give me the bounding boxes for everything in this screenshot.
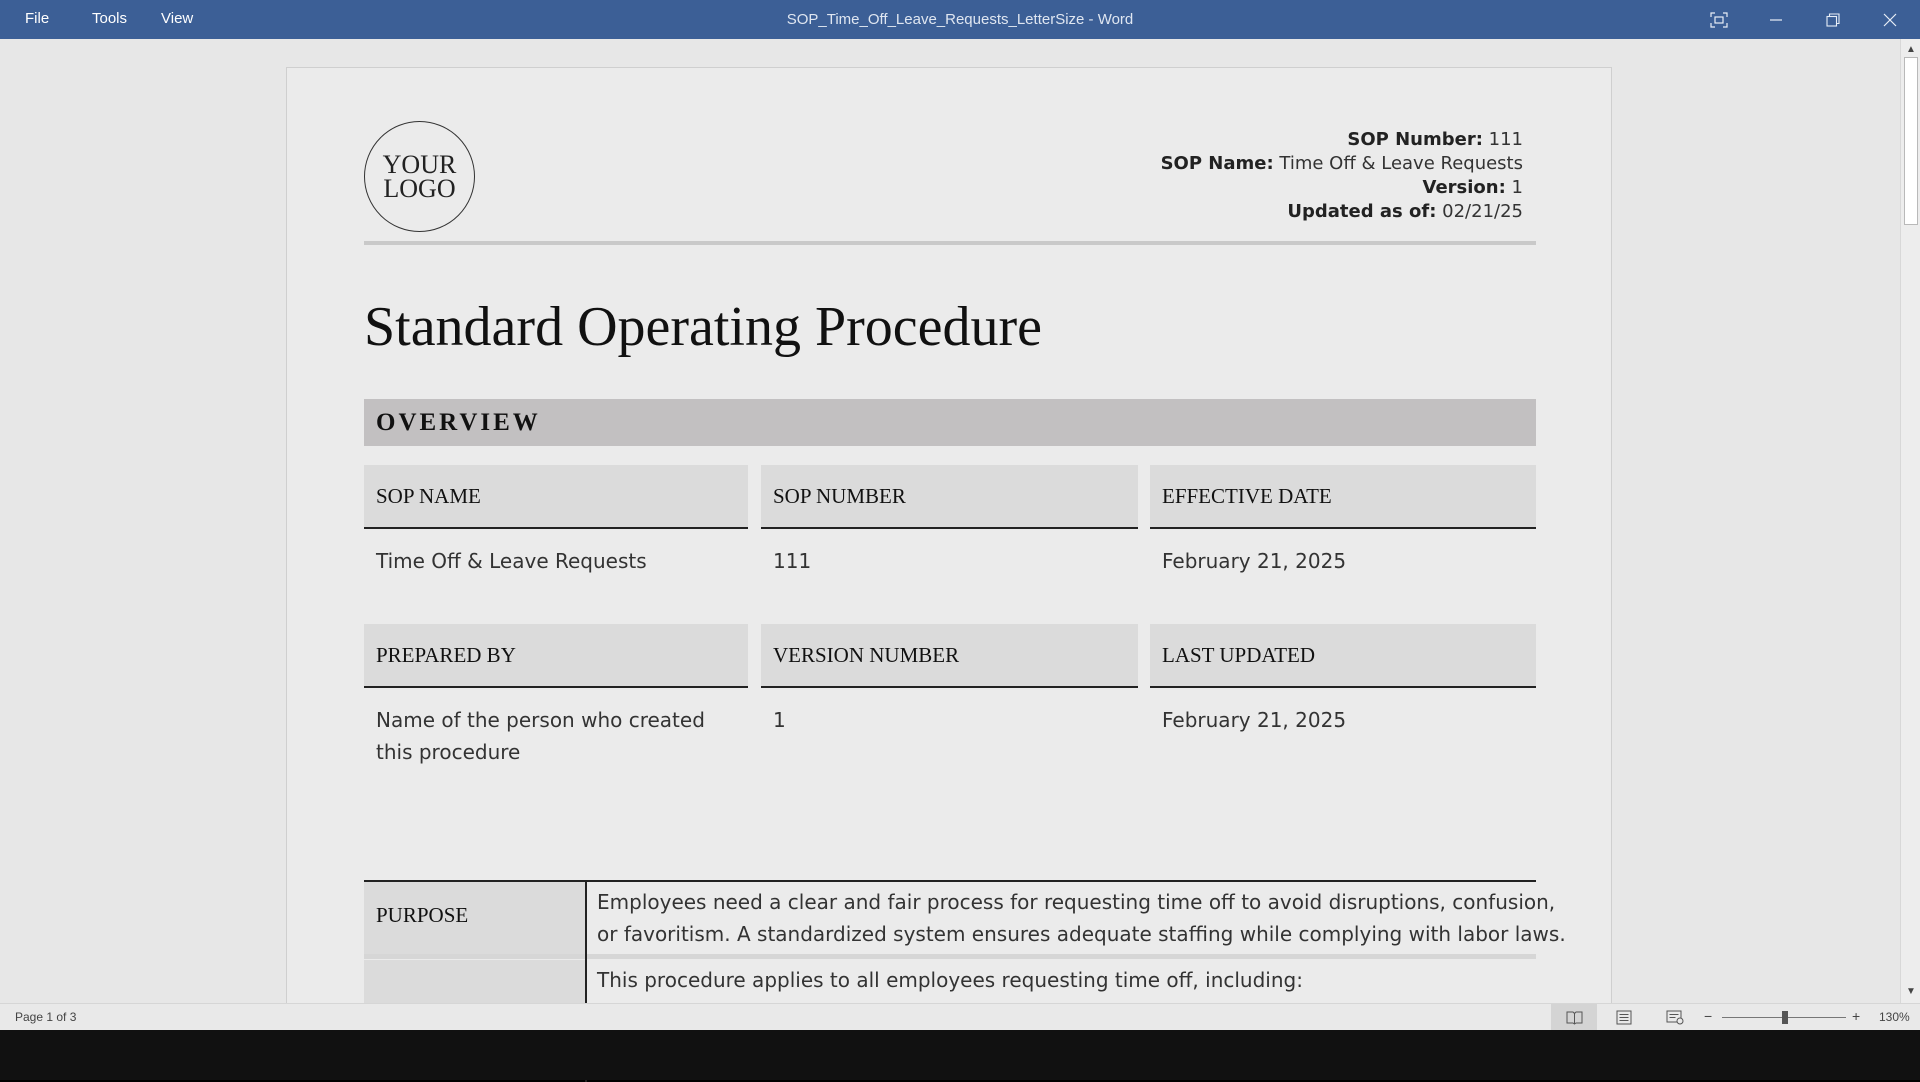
purpose-label: PURPOSE	[376, 903, 469, 927]
close-icon	[1883, 13, 1897, 27]
company-logo	[364, 121, 475, 232]
scope-intro: This procedure applies to all employees requesting time off, including:	[597, 968, 1303, 992]
vertical-scrollbar[interactable]	[1900, 39, 1920, 1003]
page-heading: Standard Operating Procedure	[364, 296, 1042, 358]
header-prepared-by: PREPARED BY	[364, 624, 748, 688]
header-effective-date: EFFECTIVE DATE	[1150, 465, 1536, 529]
logo-line-2: LOGO	[383, 173, 456, 203]
header-sop-number: SOP NUMBER	[761, 465, 1138, 529]
title-bar	[0, 0, 1920, 39]
print-layout-icon	[1616, 1010, 1632, 1025]
web-layout-icon	[1666, 1010, 1684, 1025]
zoom-level[interactable]: 130%	[1879, 1010, 1910, 1024]
read-mode-button[interactable]	[1551, 1004, 1597, 1031]
zoom-slider-thumb[interactable]	[1782, 1011, 1788, 1024]
header-sop-name: SOP NAME	[364, 465, 748, 529]
header-version-number: VERSION NUMBER	[761, 624, 1138, 688]
menu-file[interactable]: File	[25, 10, 50, 27]
window-title: SOP_Time_Off_Leave_Requests_LetterSize - Word	[786, 11, 1134, 28]
document-workspace[interactable]	[0, 39, 1900, 1003]
restore-button[interactable]	[1805, 0, 1861, 39]
focus-mode-icon	[1710, 12, 1728, 28]
close-button[interactable]	[1862, 0, 1918, 39]
sop-meta-block	[1161, 128, 1523, 224]
purpose-row-separator	[364, 954, 1536, 959]
focus-mode-button[interactable]	[1691, 0, 1747, 39]
scroll-up-arrow-icon[interactable]: ▲	[1906, 43, 1916, 55]
menu-tools[interactable]: Tools	[92, 10, 128, 27]
purpose-line-1: Employees need a clear and fair process for requesting time off to avoid disruptions, confusion,	[597, 890, 1556, 914]
restore-icon	[1826, 13, 1840, 27]
scrollbar-thumb[interactable]	[1904, 57, 1918, 225]
value-sop-number: 111	[773, 549, 812, 573]
zoom-in-button[interactable]: +	[1852, 1008, 1861, 1024]
purpose-line-2: or favoritism. A standardized system ensures adequate staffing while complying with labor laws.	[597, 922, 1566, 946]
print-layout-button[interactable]	[1601, 1004, 1647, 1031]
overview-section-title: OVERVIEW	[376, 409, 541, 436]
read-mode-icon	[1566, 1011, 1583, 1024]
zoom-out-button[interactable]: −	[1704, 1008, 1713, 1024]
status-bar	[0, 1003, 1920, 1030]
value-version-number: 1	[773, 708, 786, 732]
overview-section-bar	[364, 399, 1536, 446]
minimize-icon	[1769, 13, 1783, 27]
meta-sop-name: SOP Name: Time Off & Leave Requests	[1160, 153, 1523, 174]
web-layout-button[interactable]	[1651, 1004, 1697, 1031]
page-count: Page 1 of 3	[15, 1010, 77, 1024]
header-last-updated: LAST UPDATED	[1150, 624, 1536, 688]
meta-version: Version: 1	[1422, 177, 1523, 198]
minimize-button[interactable]	[1748, 0, 1804, 39]
value-last-updated: February 21, 2025	[1162, 708, 1347, 732]
value-sop-name: Time Off & Leave Requests	[376, 549, 647, 573]
value-effective-date: February 21, 2025	[1162, 549, 1347, 573]
document-page[interactable]	[286, 67, 1612, 1067]
logo-line-1: YOUR	[382, 149, 457, 179]
header-divider	[364, 241, 1536, 245]
meta-updated: Updated as of: 02/21/25	[1287, 201, 1523, 222]
taskbar-area	[0, 1030, 1920, 1080]
value-prepared-by: Name of the person who created this procedure	[376, 708, 705, 764]
meta-sop-number: SOP Number: 111	[1347, 129, 1523, 150]
menu-view[interactable]: View	[161, 10, 194, 27]
scroll-down-arrow-icon[interactable]: ▼	[1906, 985, 1916, 997]
